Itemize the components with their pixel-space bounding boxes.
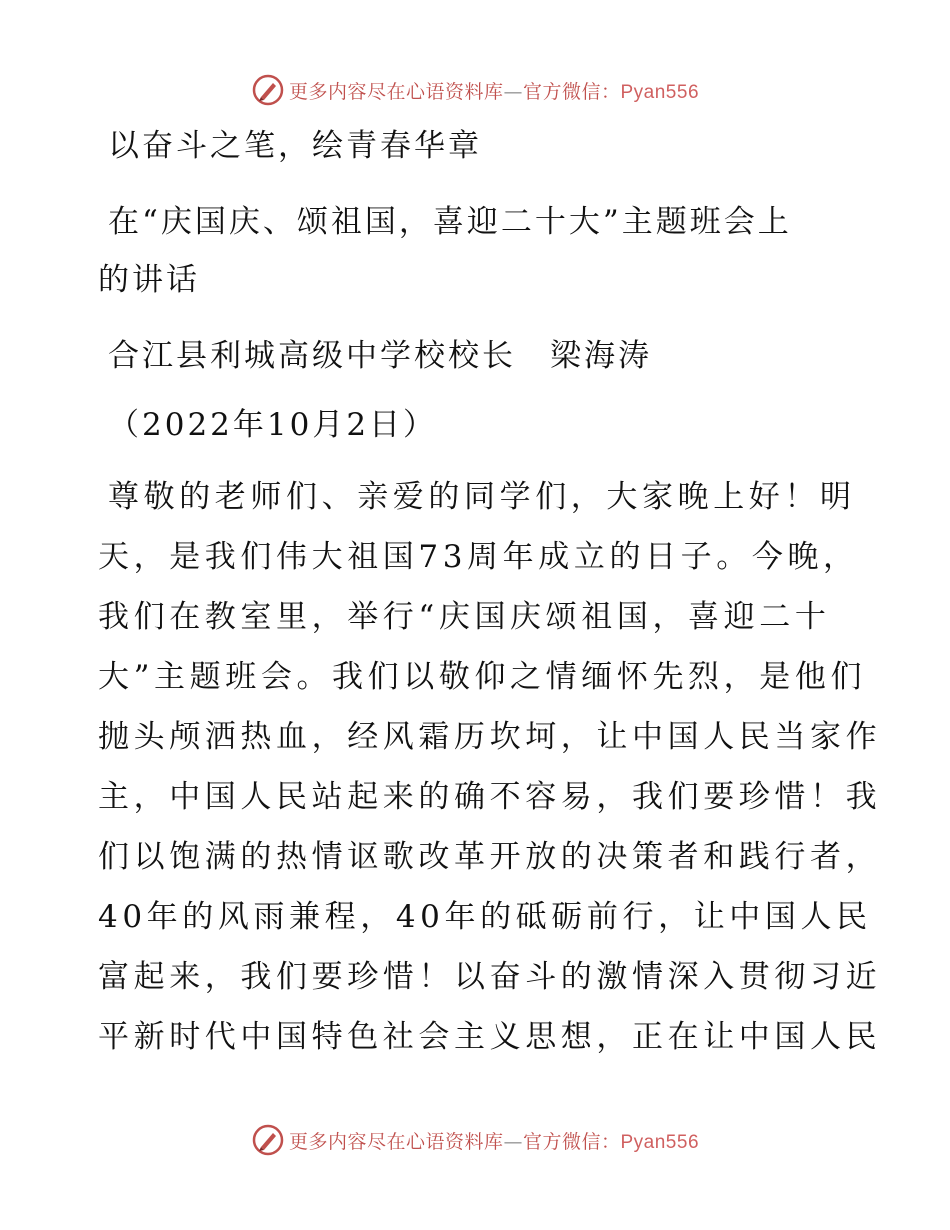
watermark-text: 更多内容尽在心语资料库—官方微信：Pyan556: [288, 80, 700, 103]
speech-subtitle-line-1: 在“庆国庆、颂祖国，喜迎二十大”主题班会上: [108, 204, 792, 240]
body-line: 抛头颅洒热血，经风霜历坎坷，让中国人民当家作: [98, 719, 882, 755]
body-line: 们以饱满的热情讴歌改革开放的决策者和践行者，: [98, 839, 882, 875]
speech-date: （2022年10月2日）: [108, 407, 438, 443]
body-line: 尊敬的老师们、亲爱的同学们，大家晚上好！明: [108, 479, 856, 515]
pen-logo-icon: [251, 73, 285, 107]
body-line: 富起来，我们要珍惜！以奋斗的激情深入贯彻习近: [98, 959, 882, 995]
pen-logo-icon: [251, 1123, 285, 1157]
watermark-text: 更多内容尽在心语资料库—官方微信：Pyan556: [288, 1130, 700, 1153]
speech-subtitle-line-2: 的讲话: [98, 262, 200, 298]
body-line: 40年的风雨兼程，40年的砥砺前行，让中国人民: [98, 899, 872, 935]
body-line: 我们在教室里，举行“庆国庆颂祖国，喜迎二十: [98, 599, 831, 635]
watermark-banner-top: [0, 70, 950, 110]
speech-author: 合江县利城高级中学校校长 梁海涛: [108, 338, 652, 374]
body-line: 平新时代中国特色社会主义思想，正在让中国人民: [98, 1019, 882, 1055]
watermark-banner-bottom: [0, 1120, 950, 1160]
body-line: 天，是我们伟大祖国73周年成立的日子。今晚，: [98, 539, 859, 575]
speech-title: 以奋斗之笔，绘青春华章: [108, 128, 482, 164]
body-line: 大”主题班会。我们以敬仰之情缅怀先烈，是他们: [98, 659, 867, 695]
body-line: 主，中国人民站起来的确不容易，我们要珍惜！我: [98, 779, 882, 815]
